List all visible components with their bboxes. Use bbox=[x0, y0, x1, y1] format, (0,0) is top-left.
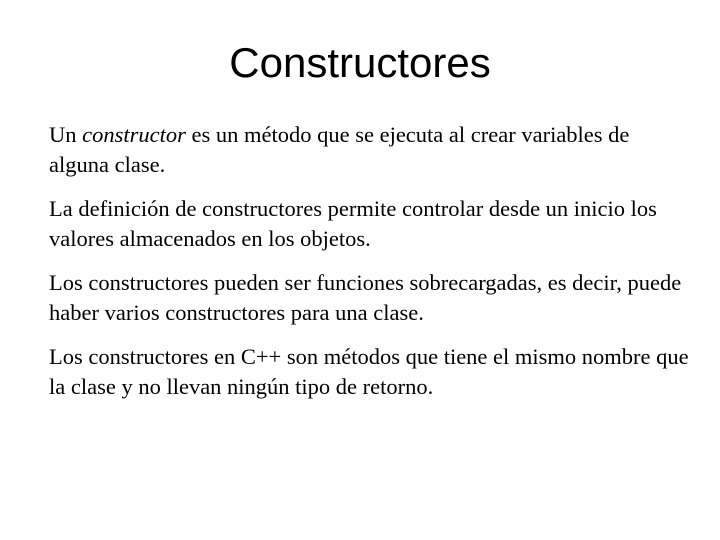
paragraph-1-start: Un bbox=[49, 122, 83, 147]
paragraph-1-end: es un método que se ejecuta al crear variables de alguna clase. bbox=[49, 122, 630, 177]
slide-body bbox=[49, 120, 689, 416]
slide-title: Constructores bbox=[229, 39, 491, 86]
constructor-emphasis: constructor bbox=[82, 122, 186, 147]
paragraph-3: Los constructores pueden ser funciones sobrecargadas, es decir, puede haber varios constructores para una clase. bbox=[49, 270, 682, 325]
paragraph-1 bbox=[49, 120, 689, 180]
paragraph-2: La definición de constructores permite controlar desde un inicio los valores almacenados en los objetos. bbox=[49, 196, 657, 251]
paragraph-4: Los constructores en C++ son métodos que tiene el mismo nombre que la clase y no llevan ningún tipo de retorno. bbox=[49, 344, 689, 399]
